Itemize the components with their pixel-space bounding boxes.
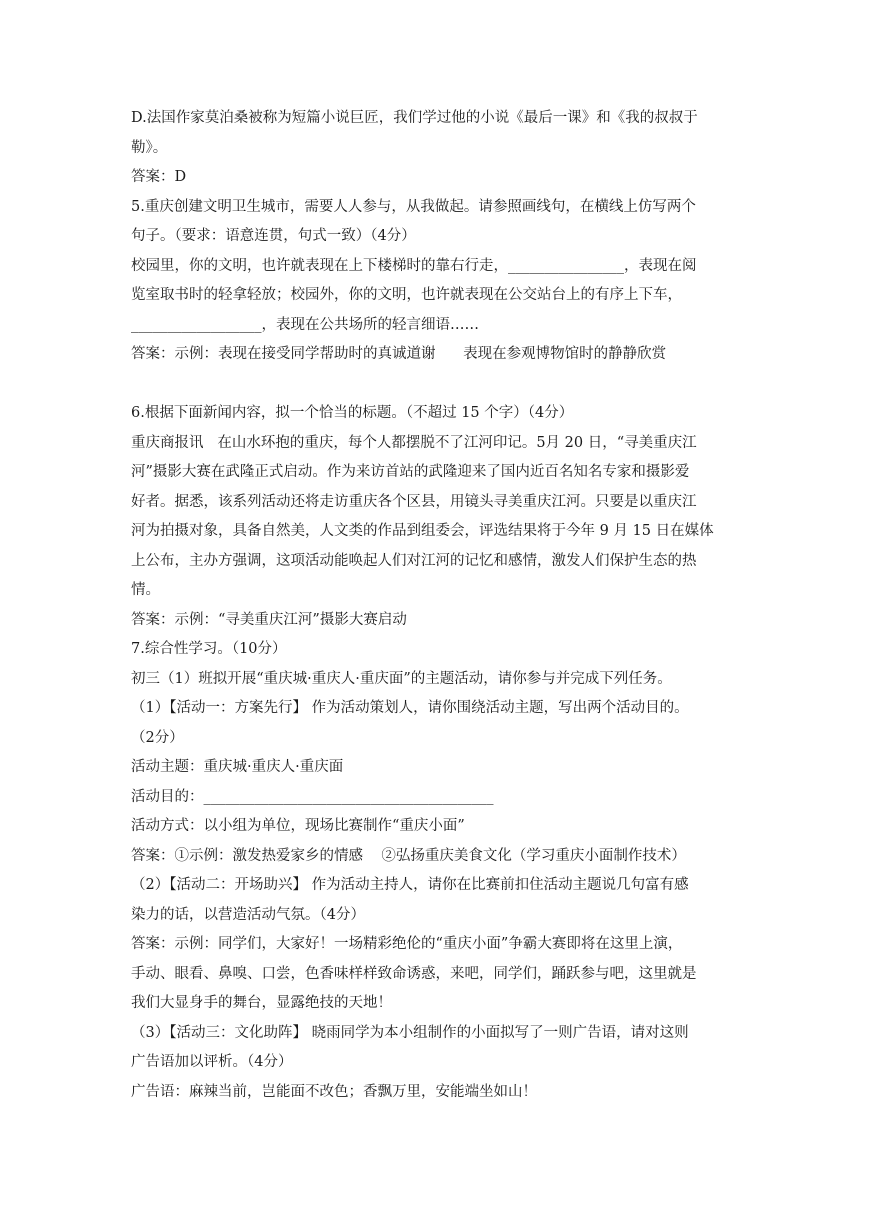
text-line: 好者。据悉，该系列活动还将走访重庆各个区县，用镜头寻美重庆江河。只要是以重庆江 (131, 493, 697, 510)
question-7: 7.综合性学习。（10分） (131, 641, 287, 657)
question-6: 6.根据下面新闻内容，拟一个恰当的标题。（不超过 15 个字）（4分） (131, 405, 574, 421)
answer-line: 答案：①示例：激发热爱家乡的情感 ②弘扬重庆美食文化（学习重庆小面制作技术） (131, 847, 686, 864)
answer-line: 答案：D (131, 169, 187, 185)
text-line: 校园里，你的文明，也许就表现在上下楼梯时的靠右行走，________________，表现在阅 (131, 257, 697, 274)
text-line: 勒》。 (131, 139, 168, 156)
answer-line: 答案：示例：同学们，大家好！一场精彩绝伦的“重庆小面”争霸大赛即将在这里上演， (131, 936, 683, 952)
text-line: 河”摄影大赛在武隆正式启动。作为来访首站的武隆迎来了国内近百名知名专家和摄影爱 (131, 464, 690, 480)
text-line: 情。 (131, 582, 160, 598)
text-line: 句子。（要求：语意连贯，句式一致）（4分） (131, 228, 416, 244)
text-line: （1）【活动一：方案先行】 作为活动策划人，请你围绕活动主题，写出两个活动目的。 (131, 700, 689, 716)
text-line: D.法国作家莫泊桑被称为短篇小说巨匠，我们学过他的小说《最后一课》和《我的叔叔于 (131, 110, 698, 126)
text-line: 河为拍摄对象，具备自然美，人文类的作品到组委会，评选结果将于今年 9 月 15 日在媒体 (131, 523, 714, 539)
text-line: 染力的话，以营造活动气氛。（4分） (131, 906, 365, 923)
text-line: 广告语：麻辣当前，岂能面不改色；香飘万里，安能端坐如山！ (131, 1083, 537, 1100)
text-line: 广告语加以评析。（4分） (131, 1054, 293, 1070)
answer-line: 答案：示例：表现在接受同学帮助时的真诚道谢 表现在参观博物馆时的静静欣赏 (131, 346, 667, 362)
answer-line: 答案：示例：“寻美重庆江河”摄影大赛启动 (131, 611, 407, 628)
text-line: 重庆商报讯 在山水环抱的重庆，每个人都摆脱不了江河印记。5月 20 日，“寻美重庆江 (131, 434, 697, 451)
question-5: 5.重庆创建文明卫生城市，需要人人参与，从我做起。请参照画线句，在横线上仿写两个 (131, 198, 696, 215)
text-line: __________________，表现在公共场所的轻言细语…… (131, 316, 479, 333)
text-line: 活动主题：重庆城·重庆人·重庆面 (131, 759, 344, 775)
text-line: （2）【活动二：开场助兴】 作为活动主持人，请你在比赛前扣住活动主题说几句富有感 (131, 877, 689, 893)
text-line: 手动、眼看、鼻嗅、口尝，色香味样样致命诱惑，来吧，同学们，踊跃参与吧，这里就是 (131, 965, 697, 982)
document-page (131, 104, 741, 1107)
text-line: （3）【活动三：文化助阵】 晓雨同学为本小组制作的小面拟写了一则广告语，请对这则 (131, 1024, 689, 1041)
text-line: 活动目的：________________________________________ (131, 788, 494, 805)
text-line: 初三（1）班拟开展“重庆城·重庆人·重庆面”的主题活动，请你参与并完成下列任务。 (131, 670, 672, 687)
text-line: 我们大显身手的舞台，显露绝技的天地！ (131, 995, 392, 1011)
blank-line (131, 370, 741, 400)
text-line: 活动方式：以小组为单位，现场比赛制作“重庆小面” (131, 818, 465, 834)
text-line: 上公布，主办方强调，这项活动能唤起人们对江河的记忆和感情，激发人们保护生态的热 (131, 552, 697, 569)
text-line: 览室取书时的轻拿轻放；校园外，你的文明，也许就表现在公交站台上的有序上下车， (131, 287, 682, 303)
text-line: （2分） (131, 729, 184, 746)
